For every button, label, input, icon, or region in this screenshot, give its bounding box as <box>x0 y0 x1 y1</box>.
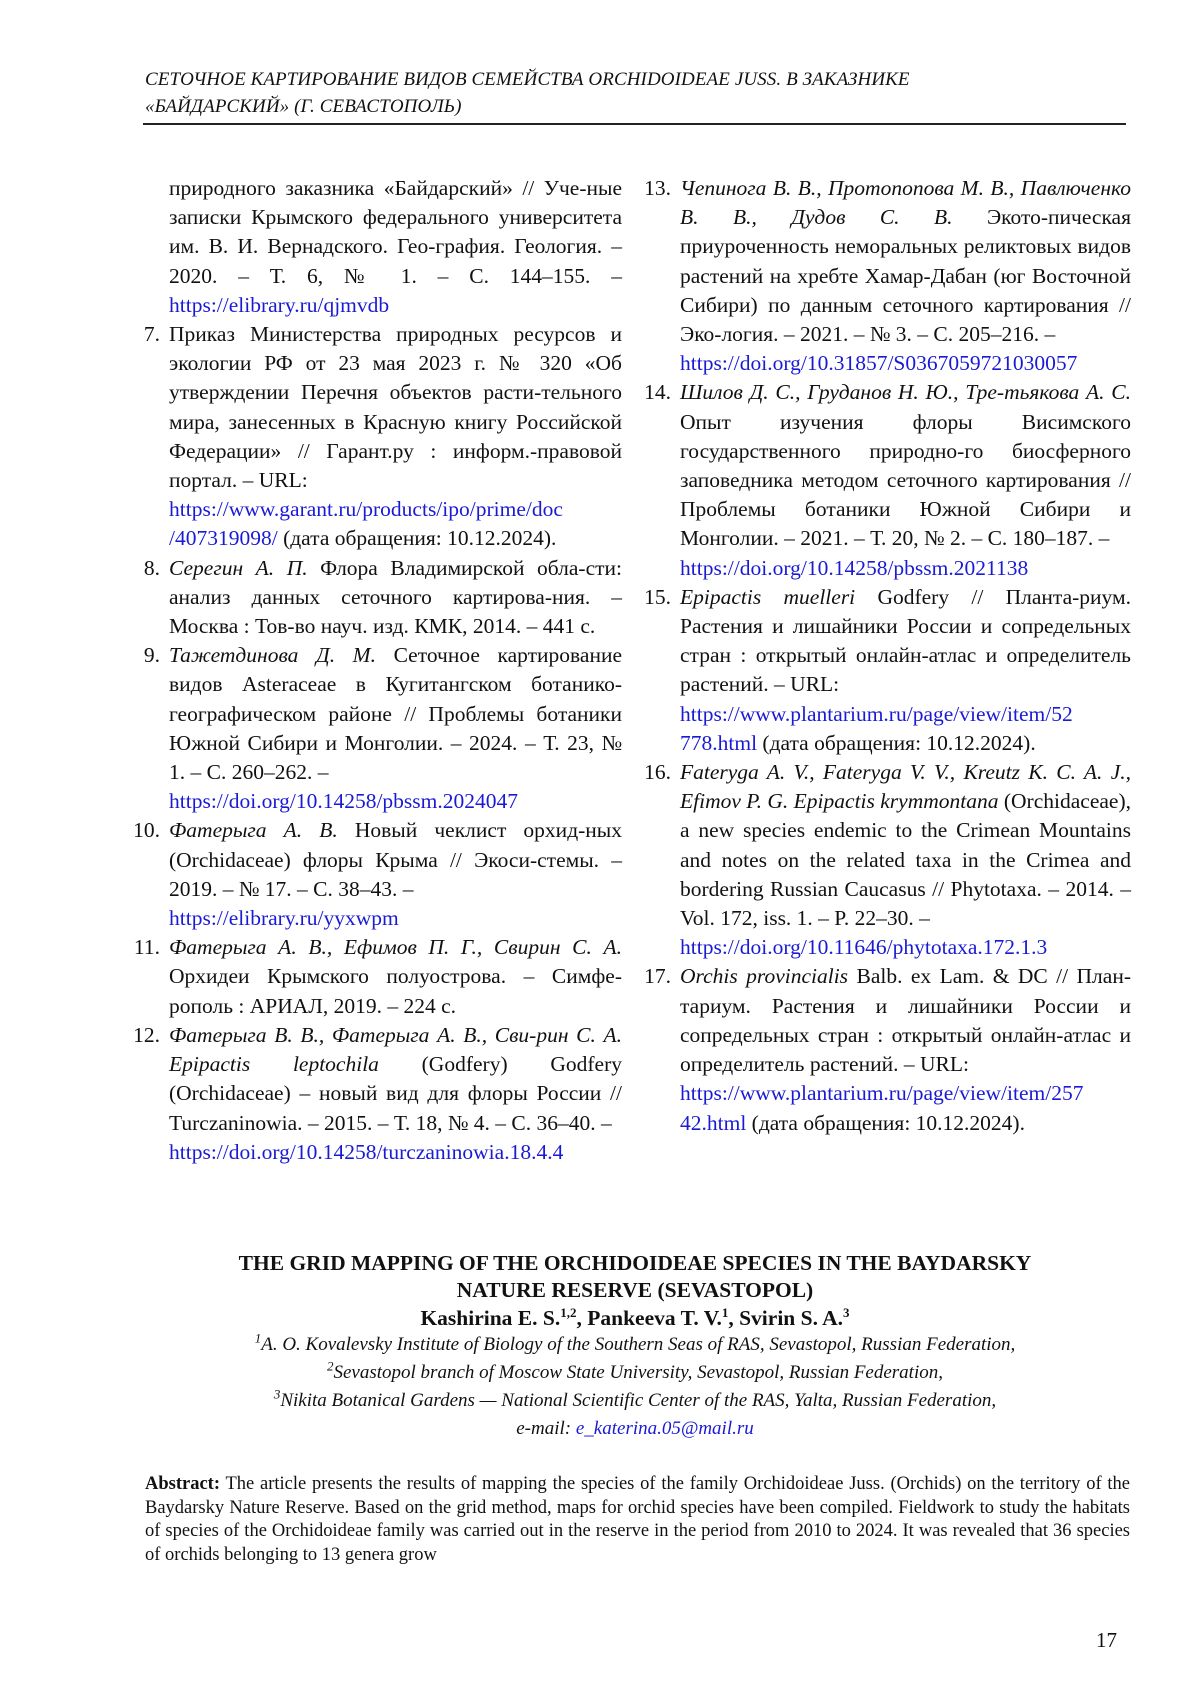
reference-item-8 <box>110 554 622 642</box>
reference-text: Сеточное картирование видов Asteraceae в Кугитангском ботанико-географическом районе // Проблемы ботаники Южной Сибири и Монголии. – 2024. – Т. 23, № 1. – С. 260–262. – <box>169 643 623 785</box>
affiliation-3 <box>140 1387 1130 1415</box>
reference-access-date: (дата обращения: 10.12.2024). <box>277 526 557 551</box>
reference-item-12 <box>110 1021 622 1167</box>
reference-access-date: (дата обращения: 10.12.2024). <box>757 730 1036 755</box>
reference-text: Новый чеклист орхид-ных (Orchidaceae) флоры Крыма // Экоси-стемы. – 2019. – № 17. – С. 38–43. – <box>169 818 622 901</box>
reference-number: 9. <box>143 643 160 668</box>
affiliation-text: A. O. Kovalevsky Institute of Biology of the Southern Seas of RAS, Sevastopol, Russian Federation, <box>261 1334 1016 1355</box>
reference-link[interactable]: https://doi.org/10.14258/turczaninowia.18.4.4 <box>169 1139 564 1164</box>
reference-link[interactable]: https://www.plantarium.ru/page/view/item/52 <box>680 701 1073 726</box>
email-link[interactable]: e_katerina.05@mail.ru <box>575 1418 754 1439</box>
reference-species: Orchis provincialis <box>680 964 849 989</box>
reference-text: Орхидеи Крымского полуострова. – Симфе-рополь : АРИАЛ, 2019. – 224 с. <box>169 964 622 1018</box>
contact-email <box>140 1415 1130 1443</box>
reference-authors: Фатерыга А. В. <box>169 818 338 843</box>
english-title-line2: NATURE RESERVE (SEVASTOPOL) <box>456 1278 814 1302</box>
reference-text: (Godfery) Godfery (Orchidaceae) – новый вид для флоры России // Turczaninowia. – 2015. – Т. 18, № 4. – С. 36–40. – <box>169 1052 622 1135</box>
author-affiliation-mark: 1,2 <box>560 1304 577 1320</box>
reference-link[interactable]: https://elibrary.ru/qjmvdb <box>169 292 390 317</box>
affiliation-text: Nikita Botanical Gardens — National Scientific Center of the RAS, Yalta, Russian Federation, <box>280 1390 997 1411</box>
reference-species: Epipactis krymmontana <box>793 789 999 814</box>
reference-link-continued[interactable]: 42.html <box>680 1110 747 1135</box>
reference-access-date: (дата обращения: 10.12.2024). <box>746 1110 1025 1135</box>
reference-item-7 <box>110 320 622 554</box>
reference-text: Экото-пическая приуроченность неморальных реликтовых видов растений на хребте Хамар-Дабан (юг Восточной Сибири) по данным сеточного картирования // Эко-логия. – 2021. – № 3. – С. 205–216. – <box>680 205 1131 347</box>
reference-species: Epipactis leptochila <box>169 1052 379 1077</box>
author-name: , Pankeeva T. V. <box>576 1306 722 1330</box>
reference-number: 17. <box>644 964 671 989</box>
reference-authors: Фатерыга В. В., Фатерыга А. В., Сви-рин С. А. <box>169 1022 622 1047</box>
affiliation-mark: 1 <box>254 1330 262 1346</box>
reference-text: природного заказника «Байдарский» // Уче-ные записки Крымского федерального университета им. В. И. Вернадского. Гео-графия. Геология. – 2020. – Т. 6, № 1. – С. 144–155. – <box>169 176 622 288</box>
references-right-column <box>621 174 1131 1138</box>
reference-number: 14. <box>644 380 671 405</box>
affiliation-1 <box>140 1331 1130 1359</box>
page-number: 17 <box>1096 1628 1117 1652</box>
abstract-label: Abstract: <box>145 1474 221 1494</box>
reference-link[interactable]: https://doi.org/10.14258/pbssm.2024047 <box>169 789 519 814</box>
reference-item-10 <box>110 816 622 933</box>
reference-text: Godfery // Планта-риум. Растения и лишайники России и сопредельных стран : открытый онлайн-атлас и определитель растений. – URL: <box>680 584 1131 697</box>
english-title <box>140 1250 1130 1304</box>
reference-number: 15. <box>644 584 671 609</box>
reference-link[interactable]: https://elibrary.ru/yyxwpm <box>169 906 399 931</box>
reference-text: Опыт изучения флоры Висимского государственного природно-го биосферного заповедника методом сеточного картирования // Проблемы ботаники Южной Сибири и Монголии. – 2021. – Т. 20, № 2. – С. 180–187. – <box>680 409 1131 551</box>
running-header-line1: СЕТОЧНОЕ КАРТИРОВАНИЕ ВИДОВ СЕМЕЙСТВА ORCHIDOIDEAE JUSS. В ЗАКАЗНИКЕ <box>145 69 910 90</box>
reference-link-continued[interactable]: /407319098/ <box>169 526 278 551</box>
reference-number: 13. <box>644 176 671 200</box>
author-name: , Svirin S. A. <box>728 1306 844 1330</box>
author-affiliation-mark: 1 <box>721 1304 729 1320</box>
reference-text: Balb. ex Lam. & DC // План-тариум. Растения и лишайники России и сопредельных стран : открытый онлайн-атлас и определитель растений. – URL: <box>680 964 1131 1077</box>
english-title-line1: THE GRID MAPPING OF THE ORCHIDOIDEAE SPECIES IN THE BAYDARSKY <box>238 1251 1032 1275</box>
running-header-line2: «БАЙДАРСКИЙ» (Г. СЕВАСТОПОЛЬ) <box>145 96 462 117</box>
reference-authors: Фатерыга А. В., Ефимов П. Г., Свирин С. А. <box>169 935 622 960</box>
reference-number: 10. <box>133 818 160 843</box>
header-divider <box>143 123 1126 125</box>
reference-item-14 <box>621 378 1131 582</box>
abstract <box>145 1473 1130 1567</box>
reference-text: Приказ Министерства природных ресурсов и экологии РФ от 23 мая 2023 г. № 320 «Об утверждении Перечня объектов расти-тельного мира, занесенных в Красную книгу Российской Федерации» // Гарант.ру : информ.-правовой портал. – URL: <box>169 322 622 493</box>
reference-authors: Серегин А. П. <box>169 555 308 580</box>
reference-link[interactable]: https://www.plantarium.ru/page/view/item/257 <box>680 1081 1084 1106</box>
reference-authors: Тажетдинова Д. М. <box>169 643 376 668</box>
reference-authors: Шилов Д. С., Груданов Н. Ю., Тре-тьякова А. С. <box>680 380 1131 405</box>
reference-authors: Fateryga A. V., Fateryga V. V., Kreutz K. C. A. J., Efimov P. G. <box>680 760 1131 814</box>
reference-number: 7. <box>143 322 160 347</box>
reference-item-11 <box>110 933 622 1021</box>
reference-text: Флора Владимирской обла-сти: анализ данных сеточного картирова-ния. – Москва : Тов-во науч. изд. КМК, 2014. – 441 с. <box>169 555 622 639</box>
reference-number: 12. <box>133 1022 160 1047</box>
reference-text: (Orchidaceae), a new species endemic to the Crimean Mountains and notes on the related taxa in the Crimea and bordering Russian Caucasus // Phytotaxa. – 2014. – Vol. 172, iss. 1. – P. 22–30. – <box>680 789 1131 931</box>
reference-number: 8. <box>143 555 160 580</box>
reference-item-9 <box>110 641 622 816</box>
email-label: e-mail: <box>516 1418 576 1439</box>
affiliation-2 <box>140 1359 1130 1387</box>
reference-number: 11. <box>133 935 160 960</box>
reference-species: Epipactis muelleri <box>680 584 856 609</box>
author-affiliation-mark: 3 <box>843 1304 850 1320</box>
reference-link[interactable]: https://doi.org/10.14258/pbssm.2021138 <box>680 555 1029 580</box>
reference-item-15 <box>621 583 1131 758</box>
reference-authors: Чепинога В. В., Протопопова М. В., Павлюченко В. В., Дудов С. В. <box>680 176 1131 230</box>
reference-item-13 <box>621 174 1131 378</box>
reference-item-16 <box>621 758 1131 962</box>
affiliation-mark: 2 <box>326 1358 334 1374</box>
affiliation-text: Sevastopol branch of Moscow State University, Sevastopol, Russian Federation, <box>333 1362 943 1383</box>
reference-link[interactable]: https://doi.org/10.11646/phytotaxa.172.1.3 <box>680 935 1048 960</box>
reference-link-continued[interactable]: 778.html <box>680 730 758 755</box>
affiliation-mark: 3 <box>273 1386 281 1402</box>
reference-number: 16. <box>644 760 671 785</box>
author-name: Kashirina E. S. <box>420 1306 561 1330</box>
english-authors <box>140 1305 1130 1332</box>
reference-link[interactable]: https://www.garant.ru/products/ipo/prime/doc <box>169 497 563 522</box>
reference-continuation <box>110 174 622 320</box>
reference-item-17 <box>621 962 1131 1137</box>
running-header <box>145 66 1125 120</box>
reference-link[interactable]: https://doi.org/10.31857/S0367059721030057 <box>680 351 1078 376</box>
abstract-text: The article presents the results of mapping the species of the family Orchidoideae Juss. (Orchids) on the territory of the Baydarsky Nature Reserve. Based on the grid method, maps for orchid species have been compiled. Fieldwork to study the habitats of species of the Orchidoideae family was carried out in the reserve in the period from 2010 to 2024. It was revealed that 36 species of orchids belonging to 13 genera grow <box>145 1474 1130 1565</box>
references-left-column <box>110 174 622 1167</box>
